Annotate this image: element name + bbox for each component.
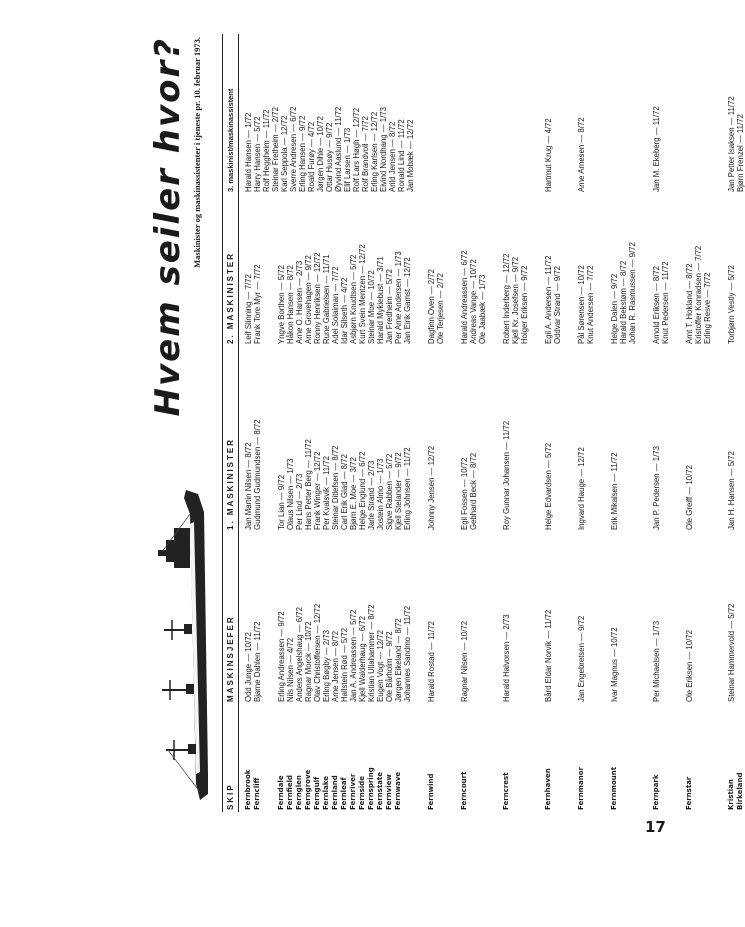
chief-engineer-entry: Ole Eriksen — 10/72 xyxy=(685,630,694,702)
second-engineer-entry: Rune Gabrielsen — 11/71 xyxy=(322,254,331,344)
ship-name: Birkeland xyxy=(736,772,744,810)
chief-engineer-entry: Jan Engebretsen — 9/72 xyxy=(577,615,586,702)
first-engineer-entry: Roy Gunnar Johansen — 11/72 xyxy=(502,420,511,530)
ship-name: Ferndale xyxy=(277,775,285,810)
header-ship: SKIP xyxy=(226,783,235,810)
second-engineer-entry: Oddvar Strand — 9/72 xyxy=(553,265,562,344)
ship-name: Ferncrest xyxy=(502,772,510,810)
second-engineer-entry: Harald Andreassen — 6/72 xyxy=(460,250,469,344)
ship-name: Fernmanor xyxy=(577,767,585,810)
ship-name: Ferncourt xyxy=(460,771,468,810)
second-engineer-entry: Arnt T. Hokland — 8/72 xyxy=(685,263,694,344)
third-engineer-entry: Sverre Andresen — 6/72 xyxy=(289,106,298,192)
first-engineer-entry: Jan Martin Nilsen — 8/72 xyxy=(244,442,253,530)
first-engineer-entry: Per Lind — 2/73 xyxy=(295,473,304,530)
third-engineer-entry: Jørgen Dihle — 10/72 xyxy=(316,116,325,192)
first-engineer-entry: Jarle Strand — 2/73 xyxy=(367,460,376,530)
second-engineer-entry: Jan Eirik Gamst — 12/72 xyxy=(403,257,412,344)
second-engineer-entry: Arne O. Hansen — 2/73 xyxy=(295,260,304,344)
first-engineer-entry: Helge Edvardsen — 5/72 xyxy=(544,442,553,530)
first-engineer-entry: Gebhard Beck — 8/72 xyxy=(469,452,478,530)
chief-engineer-entry: Kjell Walderhaug — 6/72 xyxy=(358,616,367,702)
first-engineer-entry: Tor Lian — 9/72 xyxy=(277,474,286,530)
second-engineer-entry: Jan Fredheim — 5/72 xyxy=(385,269,394,344)
chief-engineer-entry: Ivar Magnus — 10/72 xyxy=(610,627,619,702)
ship-name: Ferncliff xyxy=(253,777,261,810)
chief-engineer-entry: Ragnar Morck — 10/72 xyxy=(304,621,313,702)
page-title: Hvem seiler hvor? xyxy=(148,37,188,417)
chief-engineer-entry: Hallstein Rød — 5/72 xyxy=(340,627,349,702)
ship-name: Fernwave xyxy=(394,771,402,810)
third-engineer-entry: Bjørn Frenzel — 11/72 xyxy=(736,114,745,192)
rotated-table-spread xyxy=(140,32,745,812)
second-engineer-entry: Yngve Borthen — 5/72 xyxy=(277,265,286,344)
second-engineer-entry: Kristoffer Konradsen — 7/72 xyxy=(694,245,703,344)
second-engineer-entry: Steinar Moe — 10/72 xyxy=(367,270,376,344)
second-engineer-entry: Per Arne Andersen — 1/73 xyxy=(394,251,403,344)
ship-name: Fernland xyxy=(331,775,339,810)
third-engineer-entry: Karl Seppola — 12/72 xyxy=(280,115,289,192)
ship-name: Fernspring xyxy=(367,767,375,810)
third-engineer-entry: Harald Hansen — 1/72 xyxy=(244,112,253,192)
first-engineer-entry: Ingvard Hauge — 12/72 xyxy=(577,447,586,530)
ship-name: Fernlake xyxy=(322,775,330,810)
ship-name: Fernstar xyxy=(685,776,693,810)
second-engineer-entry: Knut Andersen — 7/72 xyxy=(586,265,595,344)
chief-engineer-entry: Jørgen Eikeland — 8/72 xyxy=(394,618,403,702)
third-engineer-entry: Hartmut Krug — 4/72 xyxy=(544,118,553,192)
first-engineer-entry: Egil Fossen — 10/72 xyxy=(460,457,469,530)
third-engineer-entry: Jan M. Ekeberg — 11/72 xyxy=(652,106,661,192)
chief-engineer-entry: Anders Angelshaug — 6/72 xyxy=(295,607,304,702)
header-chief-engineers: MASKINSJEFER xyxy=(226,615,235,702)
chief-engineer-entry: Johannes Sandmo — 11/72 xyxy=(403,605,412,702)
chief-engineer-entry: Steinar Hammervold — 5/72 xyxy=(727,603,736,702)
third-engineer-entry: Erling Karlsen — 12/72 xyxy=(370,111,379,192)
second-engineer-entry: Håkon Hansen — 8/72 xyxy=(286,265,295,344)
second-engineer-entry: Frank Tore Myr — 7/72 xyxy=(253,264,262,344)
third-engineer-entry: Rolf Heggheim — 11/72 xyxy=(262,109,271,192)
third-engineer-entry: Ronald Lind — 11/72 xyxy=(397,119,406,192)
third-engineer-entry: Erling Hansen — 9/72 xyxy=(298,115,307,192)
second-engineer-entry: Andreas Vange — 10/72 xyxy=(469,259,478,344)
third-engineer-entry: Steinar Fretheim — 2/72 xyxy=(271,107,280,192)
second-engineer-entry: Arne Grovehagen — 9/72 xyxy=(304,255,313,344)
second-engineer-entry: Arnold Eriksen — 8/72 xyxy=(652,265,661,344)
ship-name: Fernbrook xyxy=(244,769,252,810)
chief-engineer-entry: Ragnar Nilsen — 10/72 xyxy=(460,620,469,702)
ship-name: Fernwind xyxy=(427,773,435,810)
chief-engineer-entry: Odd Junge — 10/72 xyxy=(244,632,253,702)
third-engineer-entry: Rolf Brandvoll — 7/72 xyxy=(361,116,370,192)
first-engineer-entry: Jan P. Pedersen — 1/73 xyxy=(652,446,661,530)
second-engineer-entry: Harald Bekstøm — 8/72 xyxy=(619,260,628,344)
second-engineer-entry: Ronny Henriksen — 12/72 xyxy=(313,252,322,344)
first-engineer-entry: Bjørn E. Moe — 3/72 xyxy=(349,457,358,530)
first-engineer-entry: Frank Winger — 12/72 xyxy=(313,451,322,530)
ship-name: Fernview xyxy=(385,774,393,810)
second-engineer-entry: Idar Silseth — 4/72 xyxy=(340,277,349,344)
ship-illustration xyxy=(144,486,216,804)
second-engineer-entry: Kurt Svein Mentzen — 12/72 xyxy=(358,244,367,344)
second-engineer-entry: Leif Slinning — 7/72 xyxy=(244,274,253,344)
first-engineer-entry: Carl Erik Glad — 8/72 xyxy=(340,454,349,530)
chief-engineer-entry: Nils Nilsen — 4/72 xyxy=(286,637,295,702)
chief-engineer-entry: Ole Bårholm — 9/72 xyxy=(385,631,394,702)
second-engineer-entry: Johan R. Rasmussen — 9/72 xyxy=(628,242,637,344)
ship-name: Fernglen xyxy=(295,775,303,810)
first-engineer-entry: Jostein Almo — 1/73 xyxy=(376,458,385,530)
chief-engineer-entry: Kristian Ullahammer — 8/72 xyxy=(367,604,376,702)
first-engineer-entry: Erik Mikalsen — 11/72 xyxy=(610,452,619,530)
second-engineer-entry: Asbjørn Knudtsen — 5/72 xyxy=(349,254,358,344)
chief-engineer-entry: Erling Andreassen — 9/72 xyxy=(277,611,286,702)
chief-engineer-entry: Arne Jensen — 8/72 xyxy=(331,630,340,702)
second-engineer-entry: Harald Mykiebust — 3/71 xyxy=(376,256,385,344)
second-engineer-entry: Ole Terjesen — 2/72 xyxy=(436,273,445,344)
header-top-rule xyxy=(222,34,223,812)
chief-engineer-entry: Harald Halvorsen — 2/73 xyxy=(502,614,511,702)
third-engineer-entry: Øyvind Aaslund — 11/72 xyxy=(334,106,343,192)
third-engineer-entry: Harry Hansen — 5/72 xyxy=(253,116,262,192)
third-engineer-entry: Ottar Husøy — 9/72 xyxy=(325,122,334,192)
ship-name: Fernmount xyxy=(610,766,618,810)
first-engineer-entry: Steinar Ditlefsen — 8/72 xyxy=(331,445,340,530)
ship-name: Fernleaf xyxy=(340,777,348,810)
ship-name: Ferngrove xyxy=(304,769,312,810)
chief-engineer-entry: Per Michaelsen — 1/73 xyxy=(652,620,661,702)
ship-name: Fernside xyxy=(358,775,366,810)
second-engineer-entry: Egil A. Andersen — 11/72 xyxy=(544,255,553,344)
chief-engineer-entry: Harald Rostad — 11/72 xyxy=(427,621,436,702)
ship-name: Fernfield xyxy=(286,774,294,810)
first-engineer-entry: Helge Englund — 6/72 xyxy=(358,451,367,530)
third-engineer-entry: Elif Larsen — 1/73 xyxy=(343,127,352,192)
second-engineer-entry: Kjell Kr. Josefsen — 9/72 xyxy=(511,256,520,344)
first-engineer-entry: Jan H. Hansen — 5/72 xyxy=(727,451,736,530)
ship-name: Kristian xyxy=(727,779,735,810)
chief-engineer-entry: Jan A. Andreassen — 5/72 xyxy=(349,609,358,702)
page-number: 17 xyxy=(645,818,666,836)
third-engineer-entry: Arne Arnesen — 8/72 xyxy=(577,117,586,192)
header-bottom-rule xyxy=(238,34,239,812)
third-engineer-entry: Rolf Lars Høgh — 12/72 xyxy=(352,107,361,192)
second-engineer-entry: Robert Inderberg — 12/72 xyxy=(502,253,511,344)
third-engineer-entry: Jan Mobæk — 12/72 xyxy=(406,119,415,192)
third-engineer-entry: Jan Petter Isaksen — 11/72 xyxy=(727,96,736,192)
third-engineer-entry: Arild Jensen — 8/72 xyxy=(388,121,397,192)
second-engineer-entry: Pål Sørensen — 10/72 xyxy=(577,265,586,344)
ship-name: Fernpark xyxy=(652,774,660,810)
ship-name: Ferngulf xyxy=(313,776,321,810)
chief-engineer-entry: Bjarne Dahlen — 11/72 xyxy=(253,621,262,702)
third-engineer-entry: Roald Furøy — 4/72 xyxy=(307,121,316,192)
chief-engineer-entry: Eugen Vogt — 12/72 xyxy=(376,630,385,702)
second-engineer-entry: Erling Resve — 7/72 xyxy=(703,272,712,344)
chief-engineer-entry: Olav Christoffersen — 12/72 xyxy=(313,603,322,702)
second-engineer-entry: Torbjørn Vestly — 5/72 xyxy=(727,265,736,344)
first-engineer-entry: Johnny Jensen — 12/72 xyxy=(427,445,436,530)
chief-engineer-entry: Erling Bøgby — 2/73 xyxy=(322,630,331,702)
first-engineer-entry: Kjell Stelander — 9/72 xyxy=(394,452,403,530)
first-engineer-entry: Gudmund Gudmundsen — 8/72 xyxy=(253,419,262,530)
header-third-engineers: 3. maskinist/maskinassistent xyxy=(226,88,235,192)
ship-name: Fernriver xyxy=(349,773,357,810)
header-second-engineers: 2. MASKINISTER xyxy=(226,251,235,344)
third-engineer-entry: Eivind Nordhang — 1/73 xyxy=(379,107,388,192)
header-first-engineers: 1. MASKINISTER xyxy=(226,437,235,530)
second-engineer-entry: Ole Jaabæk — 1/73 xyxy=(478,274,487,344)
second-engineer-entry: Holger Eriksen — 9/72 xyxy=(520,265,529,344)
first-engineer-entry: Ole Greiff — 10/72 xyxy=(685,465,694,530)
first-engineer-entry: Olaus Nilsen — 1/73 xyxy=(286,458,295,530)
first-engineer-entry: Per Kvalsvik — 11/72 xyxy=(322,456,331,530)
ship-name: Fernhaven xyxy=(544,768,552,810)
page-subtitle: Maskinister og maskinassistenter i tjeneste pr. 10. februar 1973. xyxy=(192,37,202,268)
first-engineer-entry: Sigve Rabben — 5/72 xyxy=(385,453,394,530)
second-engineer-entry: Helge Dalen — 9/72 xyxy=(610,273,619,344)
first-engineer-entry: Erling Johnsen — 11/72 xyxy=(403,447,412,530)
chief-engineer-entry: Bård Eldar Norvik — 11/72 xyxy=(544,609,553,702)
second-engineer-entry: Dagfinn Oven — 2/72 xyxy=(427,269,436,344)
second-engineer-entry: Knut Pedersen — 11/72 xyxy=(661,261,670,344)
first-engineer-entry: Hans Petter Berg — 11/72 xyxy=(304,439,313,530)
second-engineer-entry: Adel Solaiman — 7/72 xyxy=(331,266,340,344)
ship-name: Fernstate xyxy=(376,771,384,810)
